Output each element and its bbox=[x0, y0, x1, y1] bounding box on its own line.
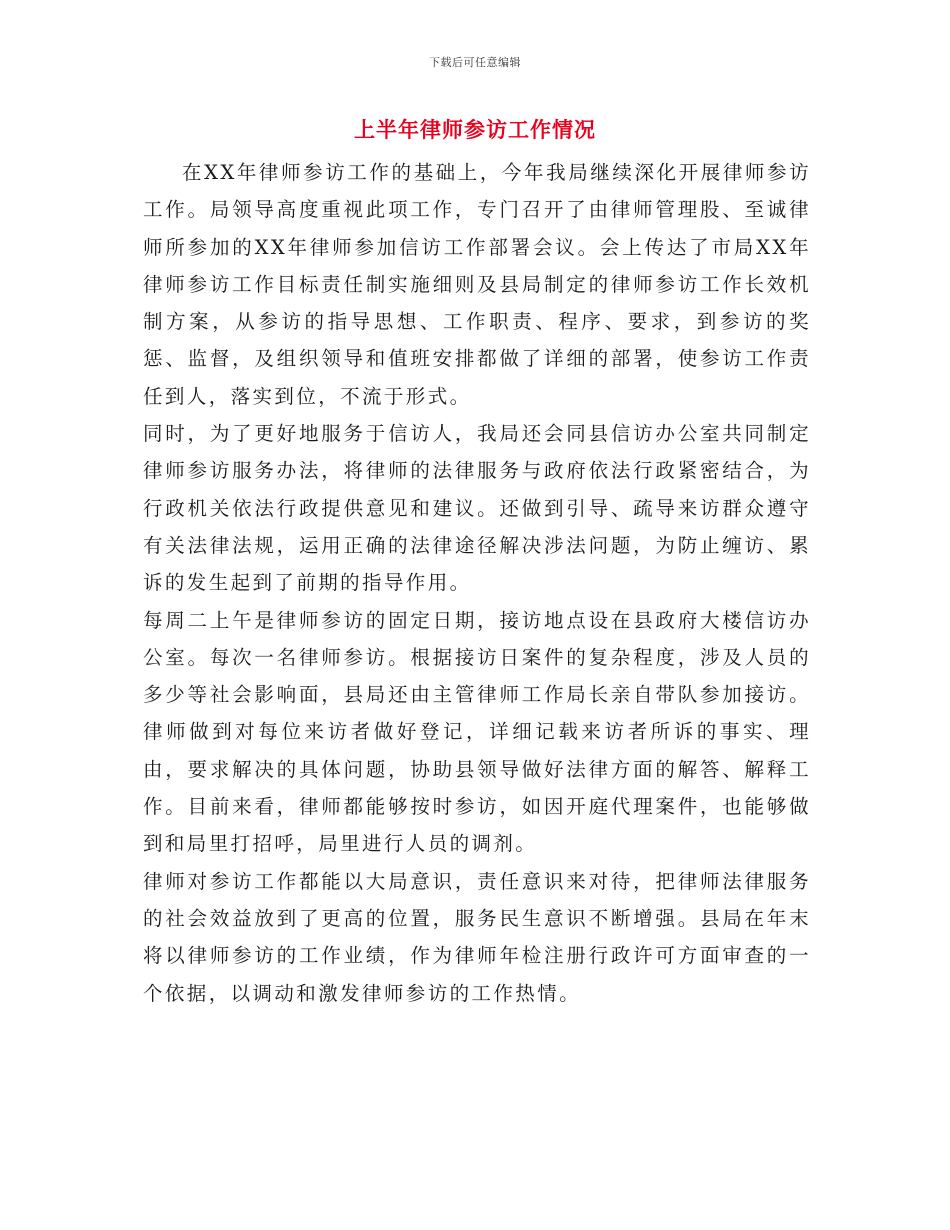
header-note: 下载后可任意编辑 bbox=[429, 56, 521, 69]
paragraph-1: 在XX年律师参访工作的基础上，今年我局继续深化开展律师参访工作。局领导高度重视此项工作，专门召开了由律师管理股、至诚律师所参加的XX年律师参加信访工作部署会议。会上传达了市局XX年律师参访工作目标责任制实施细则及县局制定的律师参访工作长效机制方案，从参访的指导思想、工作职责、程序、要求，到参访的奖惩、监督，及组织领导和值班安排都做了详细的部署，使参访工作责任到人，落实到位，不流于形式。 bbox=[143, 161, 811, 408]
document-body bbox=[143, 154, 811, 1012]
paragraph-2: 同时，为了更好地服务于信访人，我局还会同县信访办公室共同制定律师参访服务办法，将律师的法律服务与政府依法行政紧密结合，为行政机关依法行政提供意见和建议。还做到引导、疏导来访群众遵守有关法律法规，运用正确的法律途径解决涉法问题，为防止缠访、累诉的发生起到了前期的指导作用。 bbox=[143, 422, 811, 595]
paragraph-3: 每周二上午是律师参访的固定日期，接访地点设在县政府大楼信访办公室。每次一名律师参访。根据接访日案件的复杂程度，涉及人员的多少等社会影响面，县局还由主管律师工作局长亲自带队参加接访。律师做到对每位来访者做好登记，详细记载来访者所诉的事实、理由，要求解决的具体问题，协助县领导做好法律方面的解答、解释工作。目前来看，律师都能够按时参访，如因开庭代理案件，也能够做到和局里打招呼，局里进行人员的调剂。 bbox=[143, 608, 811, 856]
document-title: 上半年律师参访工作情况 bbox=[354, 118, 596, 142]
paragraph-4: 律师对参访工作都能以大局意识，责任意识来对待，把律师法律服务的社会效益放到了更高的位置，服务民生意识不断增强。县局在年末将以律师参访的工作业绩，作为律师年检注册行政许可方面审查的一个依据，以调动和激发律师参访的工作热情。 bbox=[143, 869, 811, 1005]
